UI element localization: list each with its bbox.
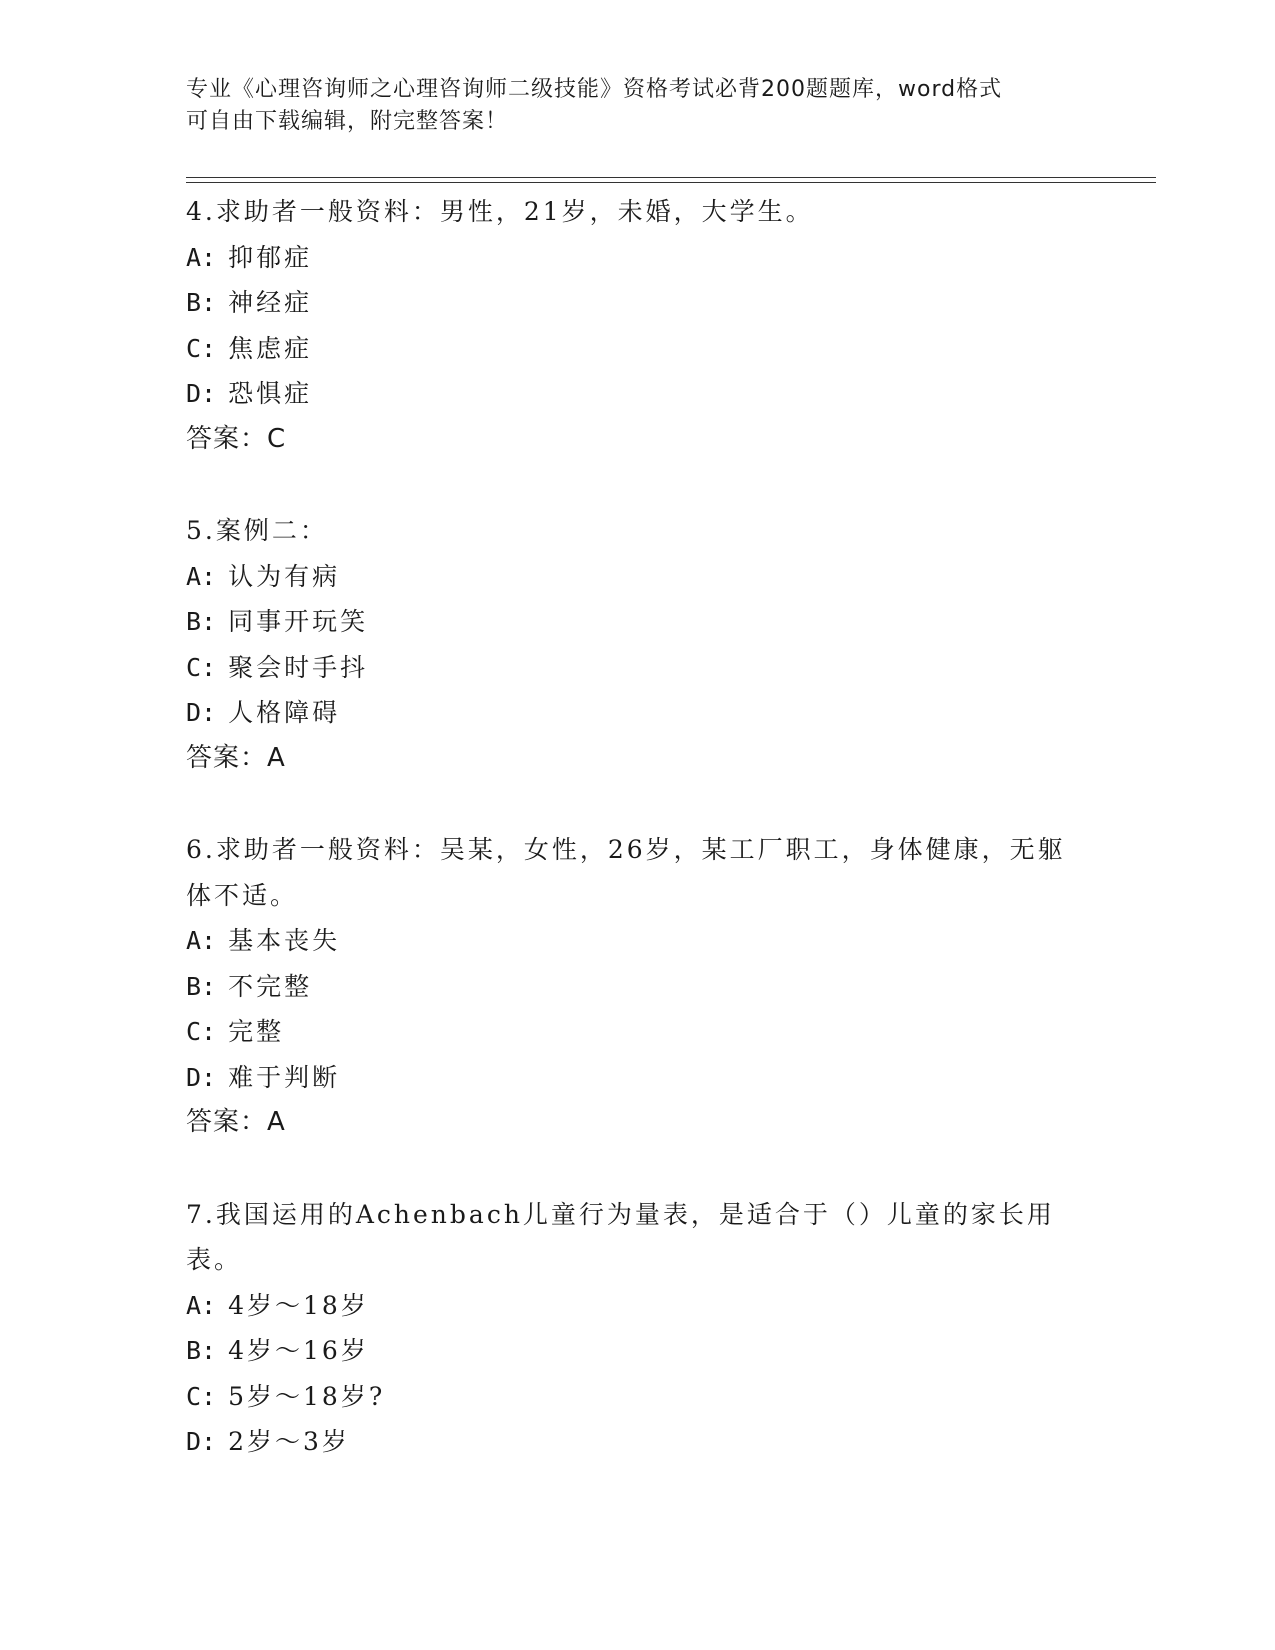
option-d (186, 1419, 1086, 1465)
question-4 (186, 189, 1086, 462)
option-d (186, 1055, 1086, 1101)
option-text: 同事开玩笑 (228, 607, 369, 636)
question-6 (186, 827, 1086, 1146)
option-letter: A: (186, 1290, 217, 1320)
option-a (186, 1283, 1086, 1329)
option-letter: A: (186, 561, 217, 591)
header-line-2: 可自由下载编辑，附完整答案！ (186, 109, 509, 134)
option-letter: B: (186, 1336, 217, 1365)
question-stem: 5.案例二： (186, 516, 328, 545)
question-stem: 6.求助者一般资料：吴某，女性，26岁，某工厂职工，身体健康，无躯体不适。 (186, 835, 1066, 910)
option-letter: A: (186, 926, 217, 955)
option-text: 4岁～16岁 (228, 1336, 369, 1365)
answer-line: 答案：C (186, 423, 287, 454)
option-c (186, 1009, 1086, 1055)
answer-line: 答案：A (186, 742, 286, 773)
option-text: 聚会时手抖 (228, 652, 369, 682)
header-divider-top (186, 177, 1156, 178)
option-text: 4岁～18岁 (228, 1290, 369, 1320)
option-a (186, 554, 1086, 600)
option-text: 焦虑症 (228, 333, 313, 363)
option-text: 恐惧症 (228, 379, 313, 408)
option-text: 基本丧失 (228, 926, 341, 955)
option-letter: A: (186, 242, 217, 272)
option-letter: D: (186, 698, 217, 727)
option-text: 人格障碍 (228, 698, 341, 727)
answer-line: 答案：A (186, 1107, 286, 1137)
question-5 (186, 508, 1086, 781)
option-letter: D: (186, 1427, 217, 1456)
option-c (186, 645, 1086, 691)
question-list (186, 189, 1086, 1511)
header-line-1: 专业《心理咨询师之心理咨询师二级技能》资格考试必背200题题库，word格式 (186, 77, 1003, 102)
option-letter: C: (186, 1381, 217, 1411)
option-text: 不完整 (228, 971, 313, 1001)
option-b (186, 1328, 1086, 1374)
option-letter: C: (186, 652, 217, 682)
option-text: 难于判断 (228, 1062, 341, 1092)
option-letter: D: (186, 379, 217, 408)
option-letter: B: (186, 971, 217, 1001)
option-b (186, 964, 1086, 1010)
option-a (186, 918, 1086, 964)
option-a (186, 235, 1086, 281)
option-d (186, 690, 1086, 736)
option-text: 抑郁症 (228, 242, 313, 272)
option-text: 神经症 (228, 288, 313, 317)
option-text: 2岁～3岁 (228, 1427, 350, 1456)
option-letter: B: (186, 288, 217, 317)
option-letter: B: (186, 607, 217, 636)
question-7 (186, 1192, 1086, 1465)
option-b (186, 280, 1086, 326)
question-stem: 4.求助者一般资料：男性，21岁，未婚，大学生。 (186, 197, 814, 226)
header-divider-bottom (186, 182, 1156, 183)
option-letter: D: (186, 1062, 217, 1092)
document-header (186, 74, 1086, 138)
option-letter: C: (186, 1017, 217, 1046)
option-d (186, 371, 1086, 417)
option-text: 5岁～18岁? (228, 1381, 386, 1411)
option-c (186, 326, 1086, 372)
option-text: 完整 (228, 1017, 285, 1046)
option-text: 认为有病 (228, 561, 341, 591)
option-b (186, 599, 1086, 645)
option-letter: C: (186, 333, 217, 363)
option-c (186, 1374, 1086, 1420)
question-stem: 7.我国运用的Achenbach儿童行为量表，是适合于（）儿童的家长用表。 (186, 1199, 1055, 1274)
